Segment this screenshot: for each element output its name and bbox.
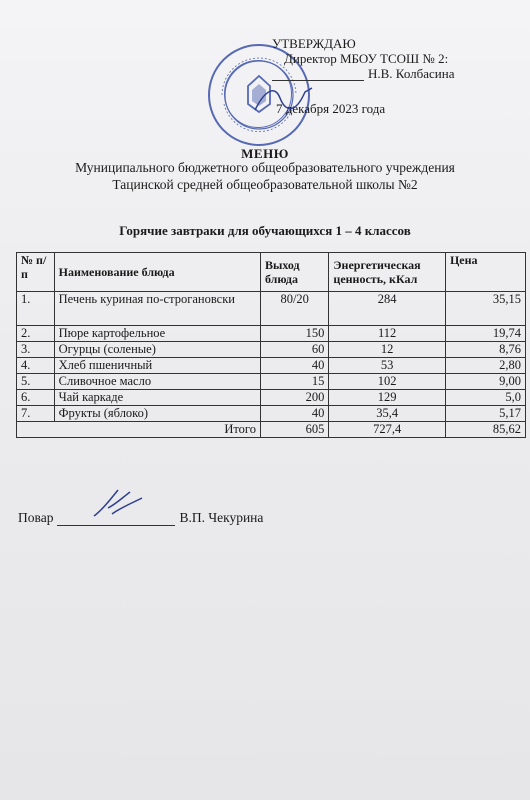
approval-heading: УТВЕРЖДАЮ (272, 36, 356, 51)
organization-line-2: Тацинской средней общеобразовательной школы №2 (112, 177, 418, 192)
row-output: 80/20 (260, 292, 328, 326)
menu-subtitle: Горячие завтраки для обучающихся 1 – 4 классов (119, 223, 411, 238)
total-energy: 727,4 (329, 422, 446, 438)
row-price: 8,76 (445, 342, 525, 358)
total-label: Итого (17, 422, 261, 438)
table-row (17, 406, 526, 422)
row-name: Печень куриная по-строгановски (54, 292, 260, 326)
row-name: Чай каркаде (54, 390, 260, 406)
cook-name: В.П. Чекурина (179, 510, 264, 525)
row-energy: 112 (329, 326, 446, 342)
table-total-row (17, 422, 526, 438)
row-output: 200 (260, 390, 328, 406)
row-num: 5. (17, 374, 55, 390)
row-output: 40 (260, 358, 328, 374)
row-num: 3. (17, 342, 55, 358)
approval-signature-line (272, 66, 455, 81)
row-price: 2,80 (445, 358, 525, 374)
table-row (17, 292, 526, 326)
row-num: 2. (17, 326, 55, 342)
row-output: 60 (260, 342, 328, 358)
row-name: Огурцы (соленые) (54, 342, 260, 358)
row-price: 5,17 (445, 406, 525, 422)
approval-date: 7 декабря 2023 года (276, 101, 386, 116)
table-row (17, 390, 526, 406)
row-price: 5,0 (445, 390, 525, 406)
row-name: Хлеб пшеничный (54, 358, 260, 374)
table-row (17, 342, 526, 358)
row-num: 4. (17, 358, 55, 374)
page-title: МЕНЮ (241, 146, 289, 161)
row-name: Фрукты (яблоко) (54, 406, 260, 422)
row-energy: 35,4 (329, 406, 446, 422)
header-output: Выход блюда (260, 253, 328, 292)
row-output: 40 (260, 406, 328, 422)
row-energy: 129 (329, 390, 446, 406)
row-output: 15 (260, 374, 328, 390)
row-num: 1. (17, 292, 55, 326)
total-output: 605 (260, 422, 328, 438)
row-energy: 102 (329, 374, 446, 390)
menu-table (16, 252, 526, 438)
table-row (17, 326, 526, 342)
director-name: Н.В. Колбасина (368, 66, 455, 81)
row-price: 35,15 (445, 292, 525, 326)
table-row (17, 374, 526, 390)
row-energy: 284 (329, 292, 446, 326)
row-name: Пюре картофельное (54, 326, 260, 342)
director-signature-icon (250, 80, 320, 120)
organization-name (0, 159, 530, 193)
cook-label: Повар (18, 510, 54, 525)
row-energy: 53 (329, 358, 446, 374)
row-price: 19,74 (445, 326, 525, 342)
organization-line-1: Муниципального бюджетного общеобразовательного учреждения (75, 160, 455, 175)
row-num: 7. (17, 406, 55, 422)
header-price: Цена (445, 253, 525, 292)
row-name: Сливочное масло (54, 374, 260, 390)
cook-signature-line (57, 513, 175, 526)
approval-position: Директор МБОУ ТСОШ № 2: (284, 51, 449, 66)
cook-signature-block (18, 510, 263, 526)
row-output: 150 (260, 326, 328, 342)
header-energy: Энергетическая ценность, кКал (329, 253, 446, 292)
header-num: № п/п (17, 253, 55, 292)
table-row (17, 358, 526, 374)
row-energy: 12 (329, 342, 446, 358)
header-name: Наименование блюда (54, 253, 260, 292)
row-price: 9,00 (445, 374, 525, 390)
row-num: 6. (17, 390, 55, 406)
total-price: 85,62 (445, 422, 525, 438)
table-header-row (17, 253, 526, 292)
